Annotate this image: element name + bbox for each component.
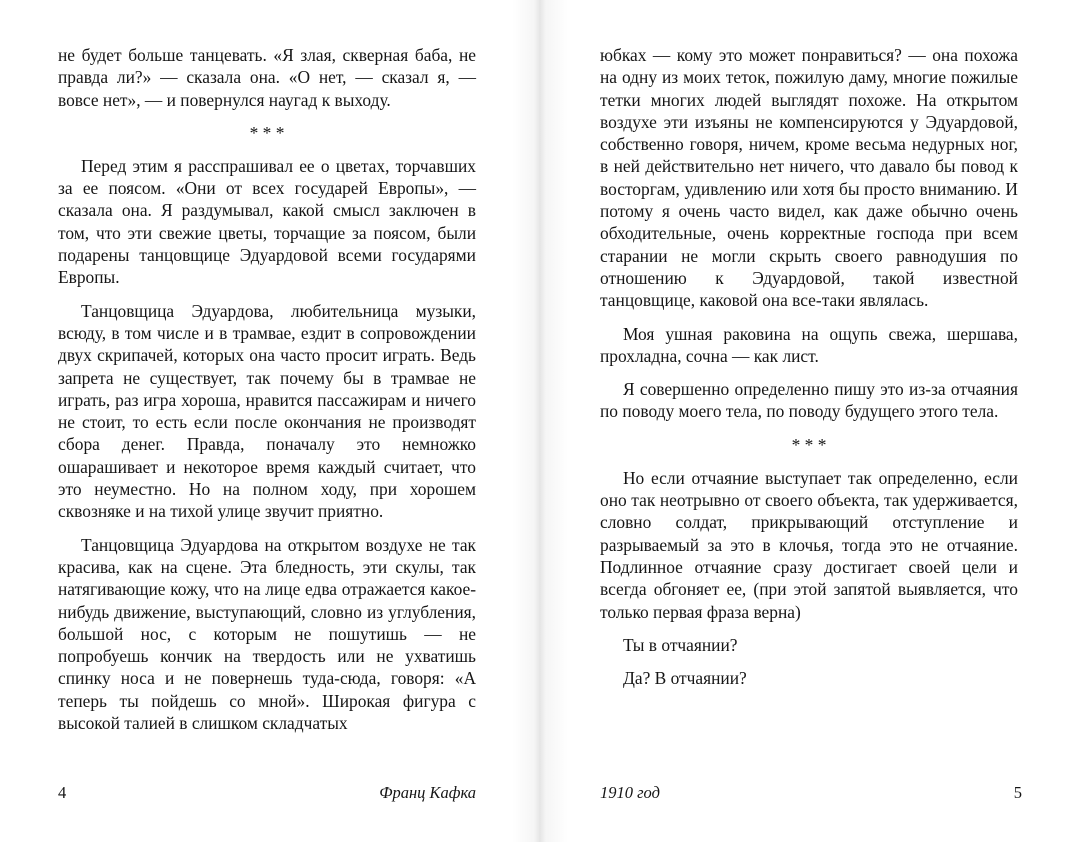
paragraph: Я совершенно определенно пишу это из-за отчаяния по поводу моего тела, по поводу будущего этого тела. — [600, 379, 1018, 422]
right-page — [540, 0, 1080, 842]
paragraph: Танцовщица Эдуардова, любительница музыки, всюду, в том числе и в трамвае, ездит в сопровождении двух скрипачей, которых она часто просит играть. Ведь запрета не существует, так почему бы в трамвае не играть, раз игра хороша, нравится пассажирам и ничего не стоит, то есть если после окончания не производят сбора денег. Правда, поначалу это немножко ошарашивает и некоторое время каждый считает, что это неуместно. Но на полном ходу, при хорошем сквозняке и на тихой улице звучит приятно. — [58, 300, 476, 522]
section-break: * * * — [249, 122, 285, 143]
paragraph: Моя ушная раковина на ощупь свежа, шершава, прохладна, сочна — как лист. — [600, 323, 1018, 366]
running-head: 1910 год — [600, 783, 660, 802]
paragraph: Да? В отчаянии? — [623, 668, 747, 689]
right-page-text — [600, 44, 1018, 689]
running-head: Франц Кафка — [379, 783, 476, 802]
page-number: 4 — [58, 783, 67, 802]
paragraph: Но если отчаяние выступает так определенно, если оно так неотрывно от своего объекта, так удерживается, словно солдат, прикрывающий отступление и разрываемый за это в клочья, тогда это не отчаяние. Подлинное отчаяние сразу достигает своей цели и всегда обгоняет ее, (при этой запятой выявляется, что только первая фраза верна) — [600, 467, 1018, 622]
paragraph: юбках — кому это может понравиться? — она похожа на одну из моих теток, пожилую даму, многие пожилые тетки многих людей выглядят похоже. На открытом воздухе эти изъяны не компенсируются у Эдуардовой, собственно говоря, ничем, кроме весьма недурных ног, в ней действительно нет ничего, что давало бы повод к восторгам, удивлению или хотя бы просто вниманию. И потому я очень часто видел, как даже обычно очень обходительные, очень корректные господа при всем старании не могли скрыть своего равнодушия по отношению к Эдуардовой, такой известной танцовщице, каковой она все-таки являлась. — [600, 45, 1018, 311]
paragraph: не будет больше танцевать. «Я злая, скверная баба, не правда ли?» — сказала она. «О нет, — сказал я, — вовсе нет», — и повернулся наугад к выходу. — [58, 45, 476, 110]
paragraph: Танцовщица Эдуардова на открытом воздухе не так красива, как на сцене. Эта бледность, эти скулы, так натягивающие кожу, что на лице едва отражается какое-нибудь движение, выступающий, словно из углубления, большой нос, с которым не пошутишь — не попробуешь кончик на твердость или не ухватишь спинку носа и не повернешь туда-сюда, говоря: «А теперь ты пойдешь со мной». Широкая фигура с высокой талией в слишком складчатых — [58, 534, 476, 734]
paragraph: Перед этим я расспрашивал ее о цветах, торчавших за ее поясом. «Они от всех государей Европы», — сказала она. Я раздумывал, какой смысл заключен в том, что эти свежие цветы, торчащие за поясом, были подарены танцовщице Эдуардовой всеми государями Европы. — [58, 155, 476, 288]
section-break: * * * — [791, 434, 827, 455]
page-number: 5 — [1013, 783, 1022, 802]
left-page-text — [58, 44, 476, 734]
paragraph: Ты в отчаянии? — [623, 634, 738, 655]
